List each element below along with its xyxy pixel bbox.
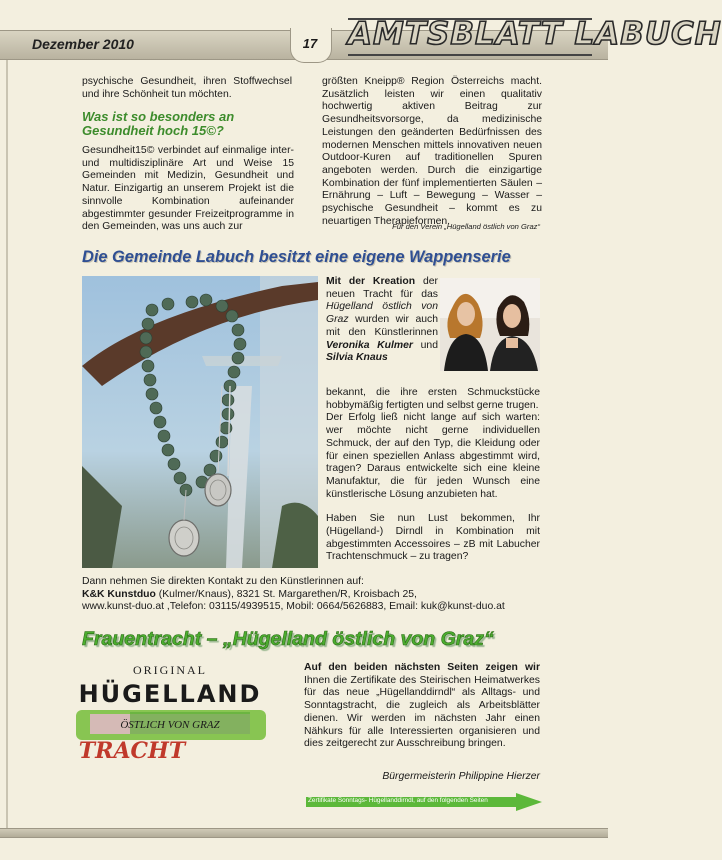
huegelland-tracht-logo — [70, 660, 270, 764]
logo-line-original: ORIGINAL — [133, 663, 207, 677]
contact-block — [82, 576, 552, 614]
kreation-lead: Mit der Kreation — [326, 276, 416, 287]
jewelry-photo — [82, 276, 318, 568]
section-title-wappenserie: Die Gemeinde Labuch besitzt eine eigene Wappenserie — [82, 248, 511, 266]
artist-name-2: Silvia Knaus — [326, 352, 388, 364]
logo-line-tracht: TRACHT — [78, 738, 186, 764]
right-body-text: größten Kneipp® Region Österreichs macht. Zusätzlich leisten wir einen qualitativ hochwertig aktiven Beitrag zur Gesundheitsvorsorge, da medizinische Leistungen den geänderten Bedürfnissen des modernen Menschen mittels innovativen neuen Outdoor-Kuren auf traditionellen Spuren angeboten werden. Durch die einzigartige Kombination der fünf implementierten Säulen – Ernährung – Luft – Bewegung – Wasser – psychische Gesundheit – kommt es zu neuartigen Therapieformen. — [322, 76, 542, 227]
next-pages-arrow — [306, 793, 542, 811]
artists-photo-image — [440, 278, 540, 371]
masthead-title: AMTSBLATT LABUCH — [348, 16, 722, 52]
lust-paragraph: Haben Sie nun Lust bekommen, Ihr (Hügelland-) Dirndl in Kombination mit abgestimmten Accessoires – zB mit Labucher Trachtenschmuck – zu tragen? — [326, 513, 540, 563]
logo-line-huegelland: HÜGELLAND — [78, 680, 262, 708]
kreation-text-b: wurden wir auch mit den Künstlerinnen — [326, 314, 438, 338]
jewelry-photo-image — [82, 276, 318, 568]
frauentracht-paragraph — [304, 662, 540, 751]
contact-details: www.kunst-duo.at ,Telefon: 03115/4939515, Mobil: 0664/5626883, Email: kuk@kunst-duo.at — [82, 601, 505, 613]
masthead-rule-bottom — [348, 54, 592, 56]
arrow-caption: Zertifikate Sonntags- Hügellanddirndl, auf den folgenden Seiten — [308, 797, 488, 804]
section-title-frauentracht: Frauentracht – „Hügelland östlich von Graz“ — [82, 628, 494, 650]
contact-address-line — [82, 589, 552, 602]
left-column-heading: Was ist so besonders an Gesundheit hoch 15©? — [82, 109, 235, 138]
kreation-text-a: der neuen Tracht für das — [326, 276, 439, 300]
left-body-text: Gesundheit15© verbindet auf einmalige inter- und multidisziplinäre Art und Weise 15 Gemeinden mit Medizin, Gesundheit und Natur. Einzigartig an unserem Projekt ist die sinnvolle Kombination aufeinander abgestimmter gesunder Freizeitprogramme in den Gemeinden, was uns auch zur — [82, 145, 294, 233]
contact-intro: Dann nehmen Sie direkten Kontakt zu den Künstlerinnen auf: — [82, 576, 364, 587]
erfolg-paragraph: Der Erfolg ließ nicht lange auf sich warten: wer möchte nicht gerne individuellen Schmuck, der auf den Typ, die Kleidung oder für einen speziellen Anlass abgestimmt wird, tragen? Daraus entwickelte sich eine kleine Manufaktur, die für jeden Wunsch eine künstlerische Lösung anzubieten hat. — [326, 412, 540, 500]
contact-address: (Kulmer/Knaus), 8321 St. Margarethen/R, Kroisbach 25, — [155, 588, 417, 600]
artist-name-1: Veronika Kulmer — [326, 339, 413, 351]
issue-date: Dezember 2010 — [32, 36, 134, 52]
footer-band — [0, 828, 608, 838]
contact-company: K&K Kunstduo — [82, 588, 156, 600]
frauentracht-body: Ihnen die Zertifikate des Steirischen Heimatwerkes für das neue „Hügellanddirndl“ als Alltags- und Sonntagstracht, die zugleich als Arbeitsblätter dienen. Wir werden im nächsten Jahr einen Nähkurs für alle Interessierten organisieren und dies zeitgerecht zur Ausschreibung bringen. — [304, 674, 540, 750]
kreation-and: und — [420, 339, 438, 351]
frauentracht-lead: Auf den beiden nächsten Seiten zeigen wir — [304, 662, 540, 673]
left-intro-text: psychische Gesundheit, ihren Stoffwechsel und ihre Schönheit tun möchten. — [82, 76, 292, 100]
page-number: 17 — [302, 36, 318, 51]
mayor-signature: Bürgermeisterin Philippine Hierzer — [382, 771, 540, 782]
logo-line-oestlich: ÖSTLICH VON GRAZ — [120, 719, 220, 731]
logo-graphic — [70, 660, 270, 764]
kreation-text-c: bekannt, die ihre ersten Schmuckstücke hobbymäßig fertigten und selbst gerne trugen. — [326, 387, 540, 411]
page-margin-line — [6, 60, 8, 828]
kreation-region: Hügelland östlich von Graz — [326, 301, 438, 326]
masthead — [348, 14, 722, 54]
kreation-paragraph-bottom — [326, 387, 540, 564]
artists-photo — [440, 278, 540, 371]
kreation-paragraph-top — [326, 276, 438, 365]
verein-signature: Für den Verein „Hügelland östlich von Graz“ — [392, 222, 540, 231]
